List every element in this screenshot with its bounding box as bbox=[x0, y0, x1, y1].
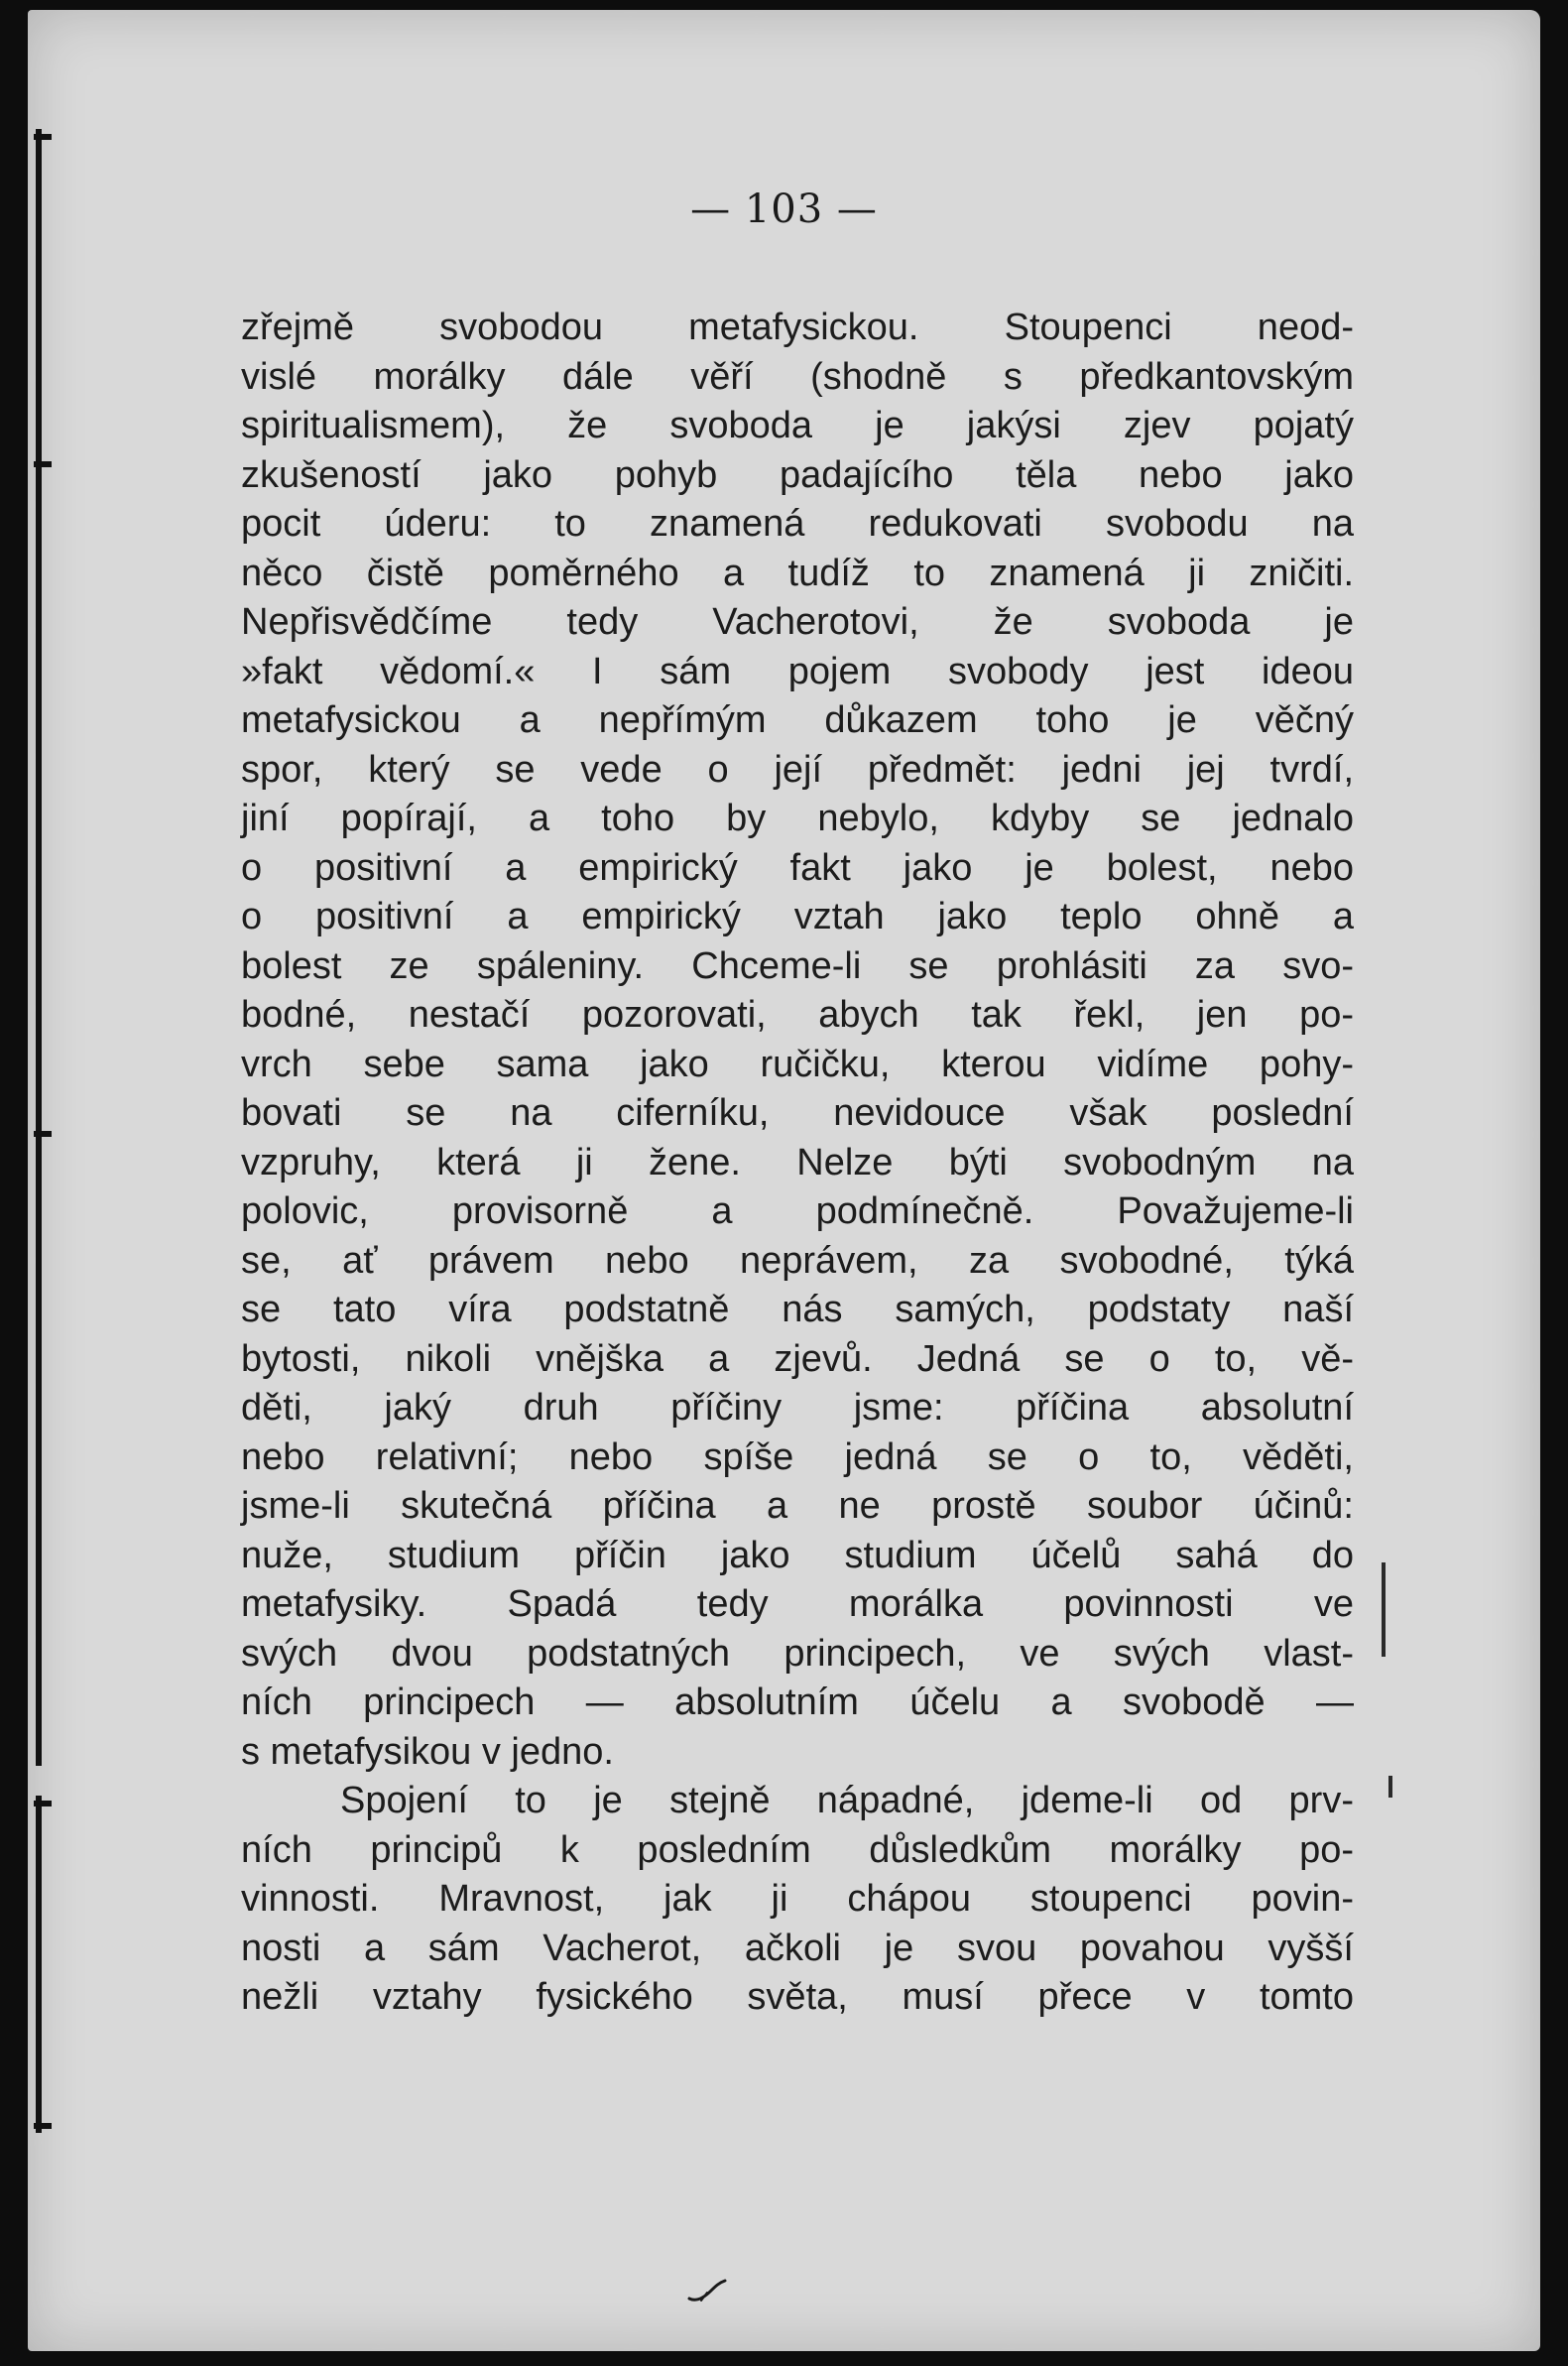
binding-tick-mark bbox=[34, 1131, 52, 1137]
text-line: vzpruhy, která ji žene. Nelze býti svobodným na bbox=[241, 1141, 1354, 1183]
text-line: spor, který se vede o její předmět: jedni jej tvrdí, bbox=[241, 748, 1354, 791]
text-line: jsme-li skutečná příčina a ne prostě soubor účinů: bbox=[241, 1485, 1354, 1527]
text-line: nosti a sám Vacherot, ačkoli je svou povahou vyšší bbox=[241, 1927, 1354, 1969]
book-page bbox=[28, 10, 1540, 2351]
text-line: pocit úderu: to znamená redukovati svobodu na bbox=[241, 503, 1354, 545]
text-line: polovic, provisorně a podmínečně. Považujeme-li bbox=[241, 1190, 1354, 1232]
text-line: děti, jaký druh příčiny jsme: příčina absolutní bbox=[241, 1387, 1354, 1429]
text-line: se tato víra podstatně nás samých, podstaty naší bbox=[241, 1289, 1354, 1330]
text-line: zkušeností jako pohyb padajícího těla nebo jako bbox=[241, 453, 1354, 496]
binding-edge-line-lower bbox=[36, 1796, 42, 2133]
text-line: nuže, studium příčin jako studium účelů sahá do bbox=[241, 1534, 1354, 1576]
page-body-text bbox=[241, 304, 1354, 2023]
text-line: jiní popírají, a toho by nebylo, kdyby se jednalo bbox=[241, 798, 1354, 839]
text-line: bolest ze spáleniny. Chceme-li se prohlásiti za svo- bbox=[241, 944, 1354, 987]
binding-tick-mark bbox=[34, 1801, 52, 1806]
text-line: metafysiky. Spadá tedy morálka povinnosti ve bbox=[241, 1583, 1354, 1625]
text-line: spiritualismem), že svoboda je jakýsi zjev pojatý bbox=[241, 405, 1354, 446]
text-line: zřejmě svobodou metafysickou. Stoupenci neod- bbox=[241, 307, 1354, 348]
text-line: vinnosti. Mravnost, jak ji chápou stoupenci povin- bbox=[241, 1878, 1354, 1920]
binding-edge-line bbox=[36, 129, 42, 1766]
text-line: bovati se na ciferníku, nevidouce však poslední bbox=[241, 1092, 1354, 1134]
text-line: o positivní a empirický vztah jako teplo ohně a bbox=[241, 896, 1354, 937]
page-number: — 103 — bbox=[690, 187, 878, 232]
text-line: metafysickou a nepřímým důkazem toho je věčný bbox=[241, 699, 1354, 741]
text-line: Nepřisvědčíme tedy Vacherotovi, že svoboda je bbox=[241, 601, 1354, 643]
printer-flourish-icon bbox=[687, 2277, 727, 2306]
text-line: bodné, nestačí pozorovati, abych tak řekl, jen po- bbox=[241, 994, 1354, 1036]
margin-mark bbox=[1382, 1562, 1386, 1657]
text-line: »fakt vědomí.« I sám pojem svobody jest ideou bbox=[241, 650, 1354, 692]
text-line: o positivní a empirický fakt jako je bolest, nebo bbox=[241, 846, 1354, 889]
text-line: ních principů k posledním důsledkům morálky po- bbox=[241, 1828, 1354, 1871]
text-line: vrch sebe sama jako ručičku, kterou vidíme pohy- bbox=[241, 1043, 1354, 1085]
text-line: vislé morálky dále věří (shodně s předkantovským bbox=[241, 355, 1354, 398]
text-line: se, ať právem nebo neprávem, za svobodné, týká bbox=[241, 1239, 1354, 1282]
binding-tick-mark bbox=[34, 2123, 52, 2129]
text-line: svých dvou podstatných principech, ve svých vlast- bbox=[241, 1632, 1354, 1675]
binding-tick-mark bbox=[34, 134, 52, 140]
text-line: bytosti, nikoli vnějška a zjevů. Jedná se o to, vě- bbox=[241, 1337, 1354, 1380]
binding-tick-mark bbox=[34, 461, 52, 467]
text-line: něco čistě poměrného a tudíž to znamená ji zničiti. bbox=[241, 552, 1354, 594]
text-line: ních principech — absolutním účelu a svobodě — bbox=[241, 1681, 1354, 1723]
text-line-paragraph-start: Spojení to je stejně nápadné, jdeme-li od prv- bbox=[340, 1780, 1354, 1821]
text-line: s metafysikou v jedno. bbox=[241, 1730, 614, 1773]
margin-mark bbox=[1388, 1776, 1392, 1798]
text-line: nežli vztahy fysického světa, musí přece v tomto bbox=[241, 1976, 1354, 2018]
text-line: nebo relativní; nebo spíše jedná se o to, věděti, bbox=[241, 1435, 1354, 1478]
